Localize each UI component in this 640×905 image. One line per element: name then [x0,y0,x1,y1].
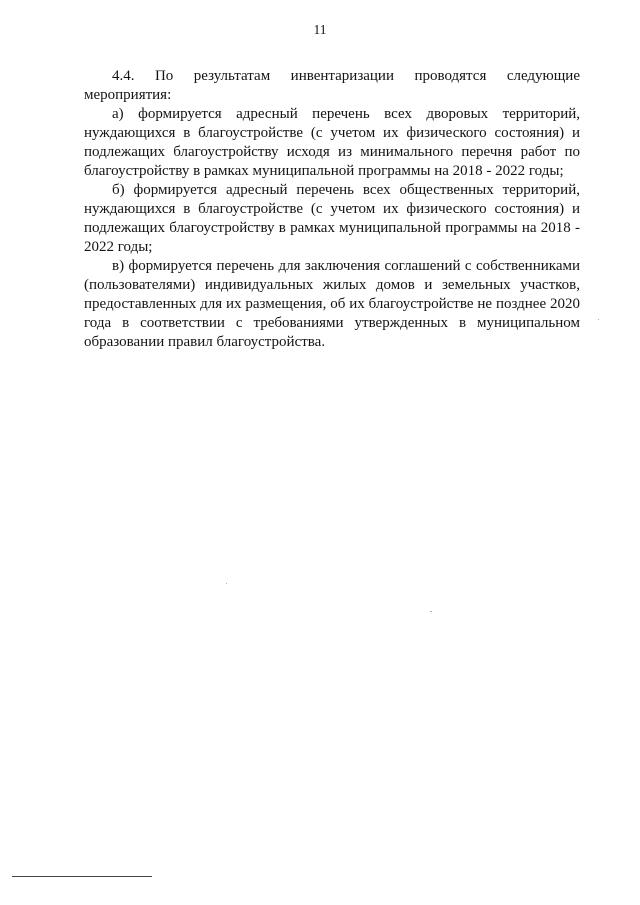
scan-mark [226,583,227,584]
paragraph-item-b: б) формируется адресный перечень всех общественных территорий, нуждающихся в благоустройстве (с учетом их физического состояния) и подлежащих благоустройству в рамках муниципальной программы на 2018 - 2022 годы; [84,182,580,255]
paragraph-item-c: в) формируется перечень для заключения соглашений с собственниками (пользователями) индивидуальных жилых домов и земельных участков, предоставленных для их размещения, об их благоустройстве не позднее 2020 года в соответствии с требованиями утвержденных в муниципальном образовании правил благоустройства. [84,258,580,350]
document-body [84,67,580,352]
scan-mark [598,319,599,320]
scan-mark [430,611,432,612]
paragraph-item-a: а) формируется адресный перечень всех дворовых территорий, нуждающихся в благоустройстве (с учетом их физического состояния) и подлежащих благоустройству исходя из минимального перечня работ по благоустройству в рамках муниципальной программы на 2018 - 2022 годы; [84,106,580,179]
page-number: 11 [313,22,327,37]
paragraph-intro: 4.4. По результатам инвентаризации проводятся следующие мероприятия: [84,68,580,103]
footer-rule [12,876,152,877]
